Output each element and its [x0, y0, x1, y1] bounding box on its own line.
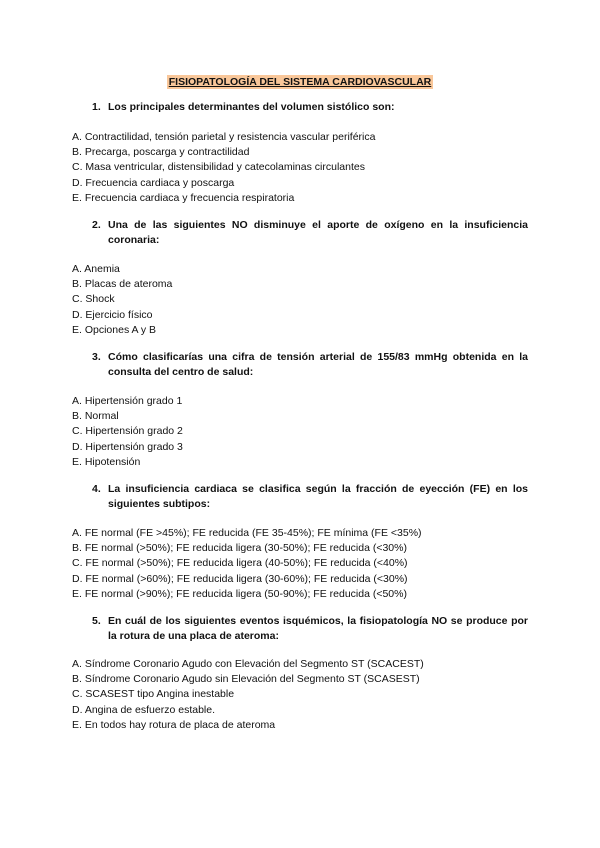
question-2 [92, 218, 528, 248]
options-list-2 [72, 262, 552, 338]
title-container [0, 72, 600, 90]
question-text: Una de las siguientes NO disminuye el aporte de oxígeno en la insuficiencia coronaria: [108, 219, 528, 246]
document-title: FISIOPATOLOGÍA DEL SISTEMA CARDIOVASCULAR [168, 76, 432, 88]
option-a: A. Hipertensión grado 1 [72, 395, 183, 407]
option-b: B. Precarga, poscarga y contractilidad [72, 146, 250, 159]
option-b: B. Normal [72, 410, 119, 423]
option-a: A. Anemia [72, 263, 120, 275]
question-number: 4. [92, 483, 101, 495]
option-e: E. Opciones A y B [72, 323, 157, 336]
option-c: C. Masa ventricular, distensibilidad y catecolaminas circulantes [72, 161, 365, 174]
question-number: 2. [92, 219, 101, 231]
option-c: C. Shock [72, 293, 115, 306]
option-b: B. Placas de ateroma [72, 278, 173, 291]
option-e: E. En todos hay rotura de placa de ateroma [72, 718, 276, 731]
option-b: B. FE normal (>50%); FE reducida ligera (30-50%); FE reducida (<30%) [72, 542, 407, 555]
option-e: E. FE normal (>90%); FE reducida ligera (50-90%); FE reducida (<50%) [72, 587, 407, 600]
option-c: C. FE normal (>50%); FE reducida ligera (40-50%); FE reducida (<40%) [72, 557, 408, 570]
option-b: B. Síndrome Coronario Agudo sin Elevación del Segmento ST (SCASEST) [72, 673, 420, 686]
options-list-5 [72, 657, 552, 733]
options-list-3 [72, 394, 552, 470]
option-d: D. Hipertensión grado 3 [72, 440, 183, 453]
question-number: 5. [92, 615, 101, 627]
option-c: C. SCASEST tipo Angina inestable [72, 688, 235, 701]
option-e: E. Frecuencia cardiaca y frecuencia respiratoria [72, 191, 295, 204]
question-text: La insuficiencia cardiaca se clasifica según la fracción de eyección (FE) en los siguientes subtipos: [108, 483, 528, 510]
option-d: D. FE normal (>60%); FE reducida ligera (30-60%); FE reducida (<30%) [72, 572, 408, 585]
option-d: D. Angina de esfuerzo estable. [72, 703, 216, 716]
question-3 [92, 350, 528, 380]
options-list-4 [72, 526, 552, 602]
option-a: A. Síndrome Coronario Agudo con Elevación del Segmento ST (SCACEST) [72, 658, 424, 670]
question-text: En cuál de los siguientes eventos isquémicos, la fisiopatología NO se produce por la rotura de una placa de ateroma: [108, 615, 528, 642]
question-4 [92, 482, 528, 512]
question-5 [92, 614, 528, 644]
option-a: A. Contractilidad, tensión parietal y resistencia vascular periférica [72, 131, 376, 143]
option-d: D. Ejercicio físico [72, 308, 153, 321]
question-text: Cómo clasificarías una cifra de tensión arterial de 155/83 mmHg obtenida en la consulta del centro de salud: [108, 351, 528, 378]
options-list-1 [72, 130, 552, 206]
question-number: 1. [92, 101, 101, 113]
question-number: 3. [92, 351, 101, 363]
question-text: Los principales determinantes del volumen sistólico son: [108, 101, 395, 113]
option-d: D. Frecuencia cardiaca y poscarga [72, 176, 235, 189]
question-1 [92, 100, 528, 115]
option-a: A. FE normal (FE >45%); FE reducida (FE 35-45%); FE mínima (FE <35%) [72, 527, 422, 539]
option-c: C. Hipertensión grado 2 [72, 425, 183, 438]
option-e: E. Hipotensión [72, 455, 141, 468]
